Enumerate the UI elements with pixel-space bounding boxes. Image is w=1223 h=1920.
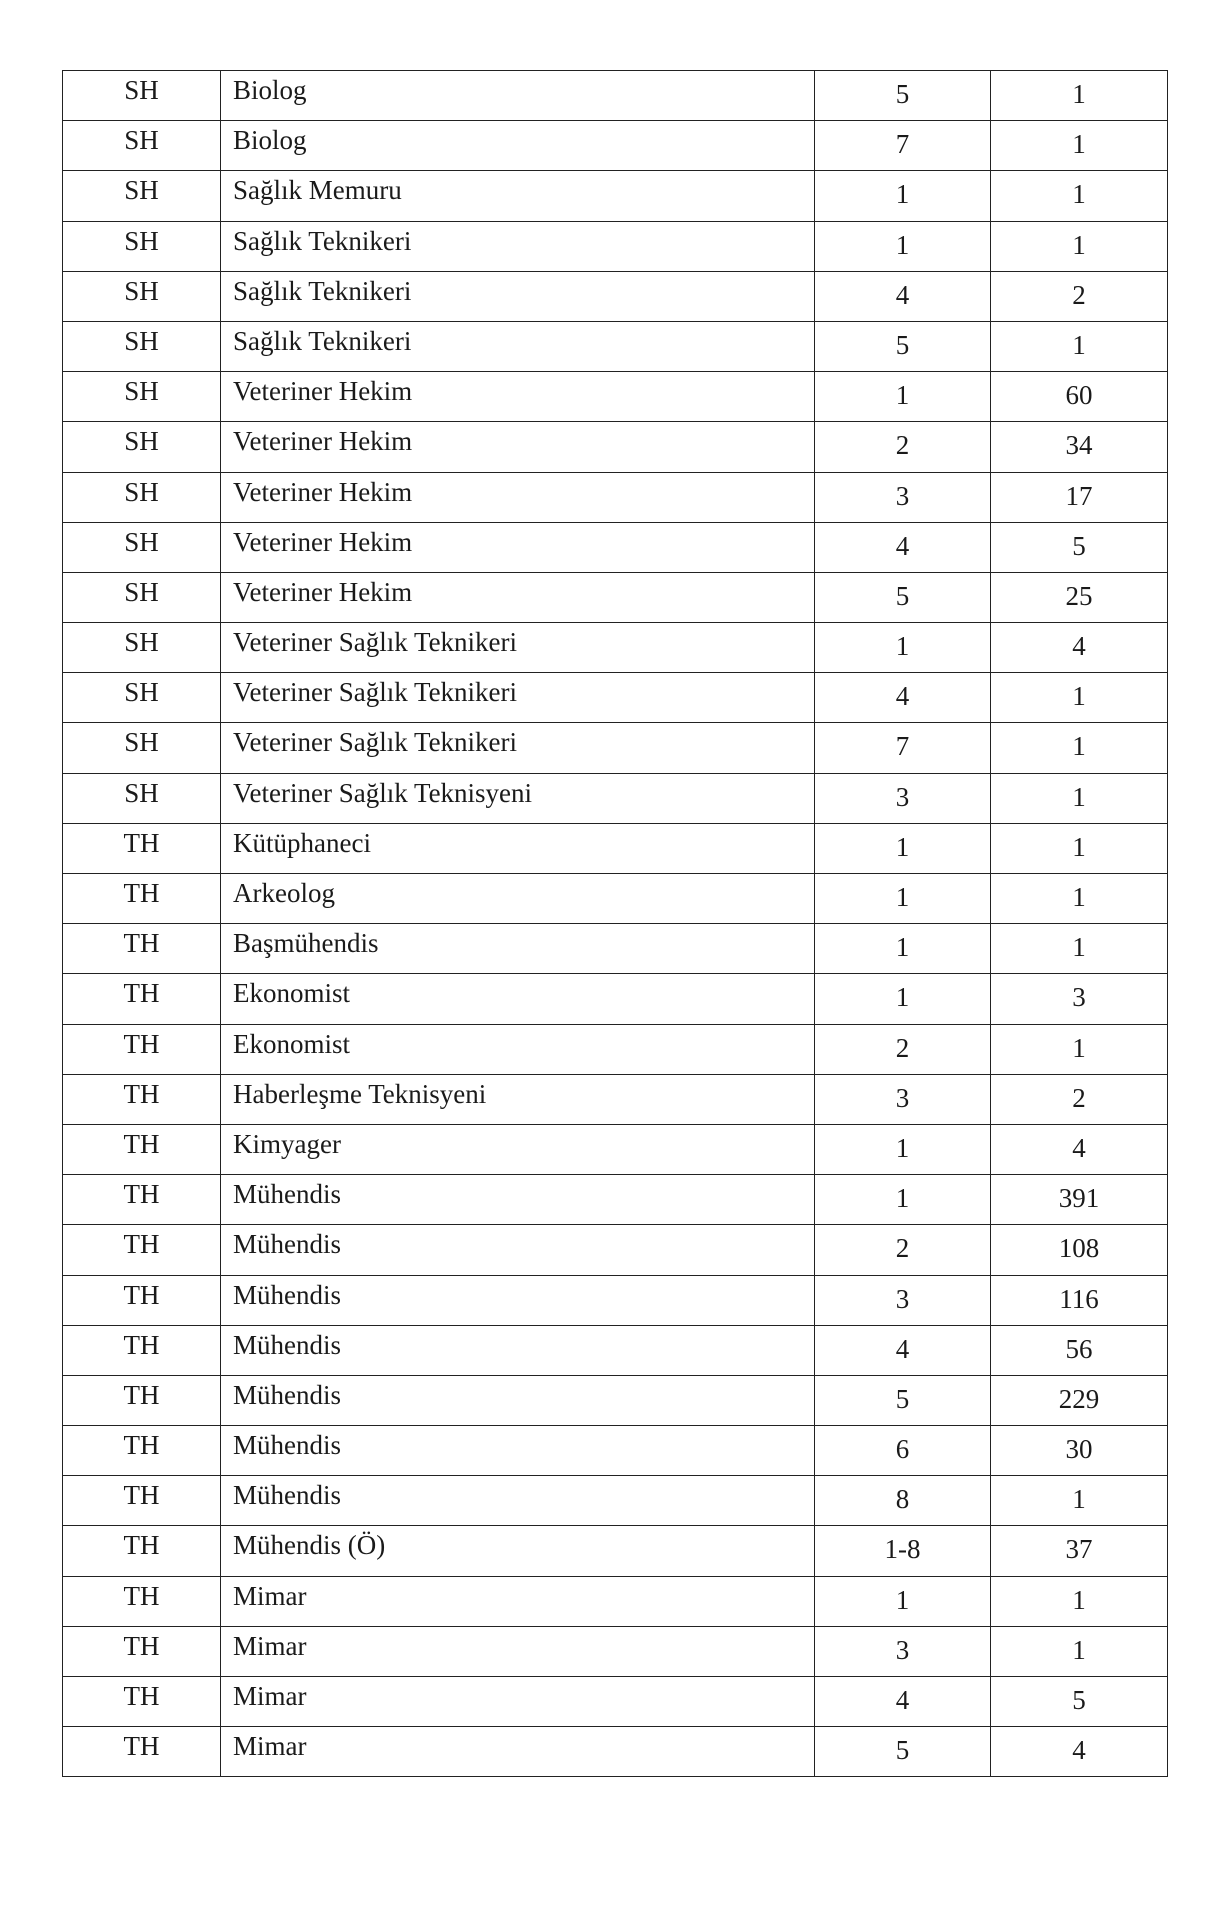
position-title-cell: Veteriner Hekim	[221, 572, 815, 622]
degree-cell: 4	[815, 673, 991, 723]
table-row	[63, 1375, 1168, 1425]
position-title-cell: Veteriner Hekim	[221, 472, 815, 522]
service-class-cell: SH	[63, 572, 221, 622]
count-cell: 4	[991, 1124, 1168, 1174]
count-cell: 25	[991, 572, 1168, 622]
count-cell: 30	[991, 1426, 1168, 1476]
service-class-cell: SH	[63, 372, 221, 422]
count-cell: 3	[991, 974, 1168, 1024]
service-class-cell: TH	[63, 1426, 221, 1476]
table-row	[63, 823, 1168, 873]
position-title-cell: Mühendis	[221, 1325, 815, 1375]
position-title-cell: Veteriner Hekim	[221, 522, 815, 572]
position-title-cell: Mühendis	[221, 1426, 815, 1476]
degree-cell: 6	[815, 1426, 991, 1476]
degree-cell: 5	[815, 321, 991, 371]
service-class-cell: TH	[63, 1124, 221, 1174]
position-title-cell: Ekonomist	[221, 1024, 815, 1074]
table-row	[63, 1576, 1168, 1626]
position-title-cell: Mimar	[221, 1727, 815, 1777]
service-class-cell: TH	[63, 974, 221, 1024]
table-row	[63, 321, 1168, 371]
service-class-cell: TH	[63, 1175, 221, 1225]
count-cell: 1	[991, 1024, 1168, 1074]
degree-cell: 1	[815, 221, 991, 271]
service-class-cell: TH	[63, 1576, 221, 1626]
degree-cell: 4	[815, 522, 991, 572]
table-row	[63, 1426, 1168, 1476]
service-class-cell: TH	[63, 1024, 221, 1074]
table-row	[63, 1024, 1168, 1074]
degree-cell: 5	[815, 1375, 991, 1425]
degree-cell: 7	[815, 723, 991, 773]
service-class-cell: SH	[63, 723, 221, 773]
degree-cell: 3	[815, 1626, 991, 1676]
table-row	[63, 673, 1168, 723]
table-row	[63, 271, 1168, 321]
table-row	[63, 1325, 1168, 1375]
service-class-cell: TH	[63, 1727, 221, 1777]
degree-cell: 1-8	[815, 1526, 991, 1576]
service-class-cell: TH	[63, 1677, 221, 1727]
table-row	[63, 1175, 1168, 1225]
table-row	[63, 723, 1168, 773]
count-cell: 4	[991, 1727, 1168, 1777]
service-class-cell: SH	[63, 422, 221, 472]
degree-cell: 2	[815, 1024, 991, 1074]
position-title-cell: Mühendis	[221, 1476, 815, 1526]
degree-cell: 3	[815, 1074, 991, 1124]
table-row	[63, 1476, 1168, 1526]
position-title-cell: Veteriner Sağlık Teknisyeni	[221, 773, 815, 823]
count-cell: 1	[991, 121, 1168, 171]
service-class-cell: TH	[63, 1526, 221, 1576]
count-cell: 1	[991, 321, 1168, 371]
degree-cell: 8	[815, 1476, 991, 1526]
count-cell: 1	[991, 823, 1168, 873]
table-row	[63, 874, 1168, 924]
position-title-cell: Kütüphaneci	[221, 823, 815, 873]
position-title-cell: Sağlık Memuru	[221, 171, 815, 221]
position-title-cell: Mimar	[221, 1677, 815, 1727]
position-title-cell: Sağlık Teknikeri	[221, 321, 815, 371]
table-row	[63, 572, 1168, 622]
degree-cell: 4	[815, 1325, 991, 1375]
table-row	[63, 623, 1168, 673]
service-class-cell: SH	[63, 271, 221, 321]
service-class-cell: TH	[63, 823, 221, 873]
degree-cell: 5	[815, 71, 991, 121]
count-cell: 1	[991, 924, 1168, 974]
table-row	[63, 1225, 1168, 1275]
degree-cell: 1	[815, 372, 991, 422]
degree-cell: 1	[815, 974, 991, 1024]
degree-cell: 1	[815, 924, 991, 974]
service-class-cell: TH	[63, 1074, 221, 1124]
position-title-cell: Veteriner Hekim	[221, 372, 815, 422]
position-title-cell: Mimar	[221, 1576, 815, 1626]
count-cell: 60	[991, 372, 1168, 422]
service-class-cell: SH	[63, 321, 221, 371]
count-cell: 1	[991, 71, 1168, 121]
degree-cell: 1	[815, 1175, 991, 1225]
service-class-cell: SH	[63, 121, 221, 171]
count-cell: 391	[991, 1175, 1168, 1225]
position-title-cell: Mühendis	[221, 1175, 815, 1225]
table-row	[63, 924, 1168, 974]
degree-cell: 7	[815, 121, 991, 171]
count-cell: 229	[991, 1375, 1168, 1425]
position-title-cell: Veteriner Sağlık Teknikeri	[221, 723, 815, 773]
service-class-cell: TH	[63, 874, 221, 924]
count-cell: 1	[991, 221, 1168, 271]
position-title-cell: Mimar	[221, 1626, 815, 1676]
service-class-cell: SH	[63, 171, 221, 221]
count-cell: 1	[991, 874, 1168, 924]
service-class-cell: SH	[63, 221, 221, 271]
service-class-cell: TH	[63, 924, 221, 974]
count-cell: 116	[991, 1275, 1168, 1325]
degree-cell: 3	[815, 773, 991, 823]
position-title-cell: Veteriner Sağlık Teknikeri	[221, 623, 815, 673]
service-class-cell: SH	[63, 522, 221, 572]
count-cell: 1	[991, 1576, 1168, 1626]
table-row	[63, 372, 1168, 422]
table-row	[63, 71, 1168, 121]
count-cell: 1	[991, 673, 1168, 723]
table-row	[63, 1124, 1168, 1174]
count-cell: 37	[991, 1526, 1168, 1576]
service-class-cell: TH	[63, 1375, 221, 1425]
service-class-cell: TH	[63, 1476, 221, 1526]
table-row	[63, 171, 1168, 221]
table-row	[63, 1526, 1168, 1576]
position-title-cell: Mühendis	[221, 1225, 815, 1275]
degree-cell: 3	[815, 1275, 991, 1325]
count-cell: 5	[991, 522, 1168, 572]
degree-cell: 4	[815, 1677, 991, 1727]
degree-cell: 5	[815, 572, 991, 622]
position-title-cell: Başmühendis	[221, 924, 815, 974]
degree-cell: 4	[815, 271, 991, 321]
position-title-cell: Veteriner Hekim	[221, 422, 815, 472]
count-cell: 108	[991, 1225, 1168, 1275]
count-cell: 34	[991, 422, 1168, 472]
table-row	[63, 974, 1168, 1024]
table-row	[63, 1074, 1168, 1124]
degree-cell: 2	[815, 422, 991, 472]
position-title-cell: Arkeolog	[221, 874, 815, 924]
positions-table-body	[63, 71, 1168, 1777]
count-cell: 1	[991, 1476, 1168, 1526]
table-row	[63, 1727, 1168, 1777]
degree-cell: 1	[815, 1576, 991, 1626]
position-title-cell: Haberleşme Teknisyeni	[221, 1074, 815, 1124]
degree-cell: 1	[815, 1124, 991, 1174]
count-cell: 5	[991, 1677, 1168, 1727]
service-class-cell: SH	[63, 472, 221, 522]
service-class-cell: SH	[63, 773, 221, 823]
positions-table	[62, 70, 1168, 1777]
table-row	[63, 1677, 1168, 1727]
position-title-cell: Kimyager	[221, 1124, 815, 1174]
service-class-cell: TH	[63, 1275, 221, 1325]
count-cell: 1	[991, 723, 1168, 773]
degree-cell: 5	[815, 1727, 991, 1777]
position-title-cell: Ekonomist	[221, 974, 815, 1024]
table-row	[63, 422, 1168, 472]
count-cell: 1	[991, 171, 1168, 221]
count-cell: 17	[991, 472, 1168, 522]
degree-cell: 1	[815, 823, 991, 873]
position-title-cell: Sağlık Teknikeri	[221, 271, 815, 321]
count-cell: 1	[991, 773, 1168, 823]
table-row	[63, 1626, 1168, 1676]
count-cell: 4	[991, 623, 1168, 673]
service-class-cell: TH	[63, 1325, 221, 1375]
service-class-cell: SH	[63, 71, 221, 121]
position-title-cell: Biolog	[221, 121, 815, 171]
position-title-cell: Biolog	[221, 71, 815, 121]
degree-cell: 1	[815, 171, 991, 221]
service-class-cell: SH	[63, 623, 221, 673]
table-row	[63, 522, 1168, 572]
table-row	[63, 773, 1168, 823]
degree-cell: 2	[815, 1225, 991, 1275]
degree-cell: 1	[815, 623, 991, 673]
service-class-cell: SH	[63, 673, 221, 723]
position-title-cell: Mühendis	[221, 1275, 815, 1325]
count-cell: 2	[991, 1074, 1168, 1124]
table-row	[63, 221, 1168, 271]
degree-cell: 3	[815, 472, 991, 522]
position-title-cell: Veteriner Sağlık Teknikeri	[221, 673, 815, 723]
position-title-cell: Sağlık Teknikeri	[221, 221, 815, 271]
service-class-cell: TH	[63, 1225, 221, 1275]
position-title-cell: Mühendis	[221, 1375, 815, 1425]
table-row	[63, 472, 1168, 522]
service-class-cell: TH	[63, 1626, 221, 1676]
count-cell: 56	[991, 1325, 1168, 1375]
degree-cell: 1	[815, 874, 991, 924]
count-cell: 2	[991, 271, 1168, 321]
count-cell: 1	[991, 1626, 1168, 1676]
table-row	[63, 1275, 1168, 1325]
position-title-cell: Mühendis (Ö)	[221, 1526, 815, 1576]
table-row	[63, 121, 1168, 171]
